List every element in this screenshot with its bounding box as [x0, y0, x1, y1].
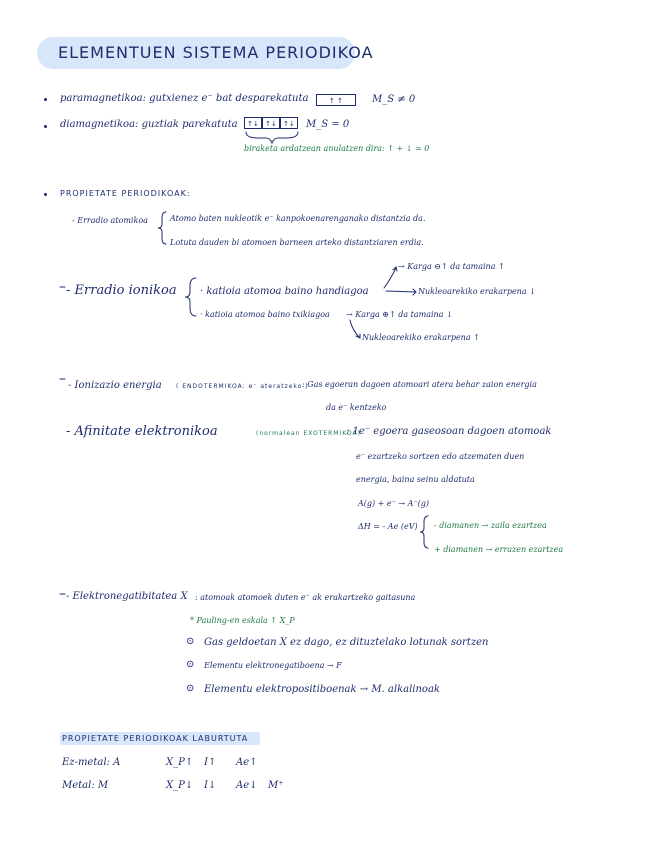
- brace-ionic-radius: [185, 278, 196, 316]
- circle-bullet-icon: ⊙: [186, 659, 195, 670]
- summary-row1-col1: Ez-metal: A: [62, 757, 121, 768]
- affinity-dh: ΔH = - Ae (eV): [358, 522, 418, 531]
- affinity-def-1: : 1e⁻ egoera gaseosoan dagoen atomoak: [346, 426, 552, 437]
- ionization-label: - Ionizazio energia: [68, 380, 162, 391]
- summary-row2-col1: Metal: M: [62, 780, 109, 791]
- affinity-label: - Afinitate elektronikoa: [66, 424, 218, 439]
- orbital-box: ↑ ↑: [316, 94, 356, 106]
- summary-row2-col3: I↓: [204, 780, 217, 791]
- affinity-note: (normalean EXOTERMIKOA): [256, 430, 361, 437]
- properties-heading: PROPIETATE PERIODIKOAK:: [60, 189, 191, 198]
- paramagnetikoa-ms: M_S ≠ 0: [372, 94, 416, 105]
- brace-affinity: [420, 516, 428, 548]
- affinity-def-3: energia, baina seinu aldatuta: [356, 475, 475, 484]
- ionic-radius-b1-r1: → Karga ⊖↑ da tamaina ↑: [398, 262, 505, 271]
- affinity-minus-row: - diamanen → zaila ezartzea: [434, 521, 547, 530]
- spin-note: biraketa ardatzean anulatzen dira: ↑ + ↓ = 0: [244, 144, 430, 153]
- ionic-radius-b2-r1: → Karga ⊕↑ da tamaina ↓: [346, 310, 453, 319]
- circle-bullet-icon: ⊙: [186, 636, 195, 647]
- circle-bullet-icon: ⊙: [186, 683, 195, 694]
- pauling-scale: * Pauling-en eskala ↑ X_P: [190, 616, 295, 625]
- atomic-radius-def-1: Atomo baten nukleotik e⁻ kanpokoenarenganako distantzia da.: [170, 214, 426, 223]
- summary-row2-col2: X_P↓: [166, 780, 194, 791]
- diamagnetikoa-text: diamagnetikoa: guztiak parekatuta: [60, 119, 238, 130]
- brace-atomic-radius: [158, 212, 166, 244]
- orbital-box-2: ↑↓: [262, 117, 280, 129]
- electronegativity-label: - Elektronegatibitatea X: [66, 591, 188, 602]
- electronegativity-c2: Elementu elektronegatiboena → F: [204, 661, 342, 670]
- atomic-radius-label: - Erradio atomikoa: [72, 216, 148, 225]
- ionization-def-1: : Gas egoeran dagoen atomoari atera behar zaion energia: [302, 380, 537, 389]
- affinity-plus-row: + diamanen → errazen ezartzea: [434, 545, 564, 554]
- orbital-box-1: ↑↓: [244, 117, 262, 129]
- ionization-def-2: da e⁻ kentzeko: [326, 403, 387, 412]
- atomic-radius-def-2: Lotuta dauden bi atomoen barneen arteko distantziaren erdia.: [170, 238, 424, 247]
- paramagnetikoa-text: paramagnetikoa: gutxienez e⁻ bat desparekatuta: [60, 93, 309, 104]
- electronegativity-def: : atomoak atomoek duten e⁻ ak erakartzeko gaitasuna: [195, 593, 416, 602]
- summary-row2-col4: Ae↓: [236, 780, 258, 791]
- orbital-box-3: ↑↓: [280, 117, 298, 129]
- ionic-radius-b2: · katioia atomoa baino txikiagoa: [200, 310, 330, 319]
- summary-row1-col4: Ae↑: [236, 757, 258, 768]
- electronegativity-c3: Elementu elektropositiboenak → M. alkalinoak: [204, 684, 440, 695]
- ionic-radius-b1-r2: Nukleoarekiko erakarpena ↓: [418, 287, 536, 296]
- summary-row1-col3: I↑: [204, 757, 217, 768]
- underbrace: [246, 132, 298, 143]
- arrow-b1-up: [384, 268, 396, 288]
- ionization-note: ( ENDOTERMIKOA: e⁻ ateratzeko ): [176, 383, 309, 390]
- affinity-equation: A(g) + e⁻ → A⁻(g): [358, 499, 430, 508]
- summary-heading: PROPIETATE PERIODIKOAK LABURTUTA: [62, 734, 249, 743]
- ionic-radius-label: - Erradio ionikoa: [66, 283, 177, 298]
- electronegativity-c1: Gas geldoetan X ez dago, ez dituztelako lotunak sortzen: [204, 637, 489, 648]
- arrow-b1-right: [386, 291, 416, 292]
- summary-row1-col2: X_P↑: [166, 757, 194, 768]
- summary-row2-col5: M⁺: [268, 780, 284, 791]
- diamagnetikoa-ms: M_S = 0: [306, 119, 350, 130]
- page-title: ELEMENTUEN SISTEMA PERIODIKOA: [58, 43, 374, 62]
- ionic-radius-b1: · katioia atomoa baino handiagoa: [200, 286, 369, 297]
- affinity-def-2: e⁻ ezartzeko sortzen edo atzematen duen: [356, 452, 525, 461]
- arrow-b2-down: [350, 320, 360, 338]
- ionic-radius-b2-r2: Nukleoarekiko erakarpena ↑: [362, 333, 480, 342]
